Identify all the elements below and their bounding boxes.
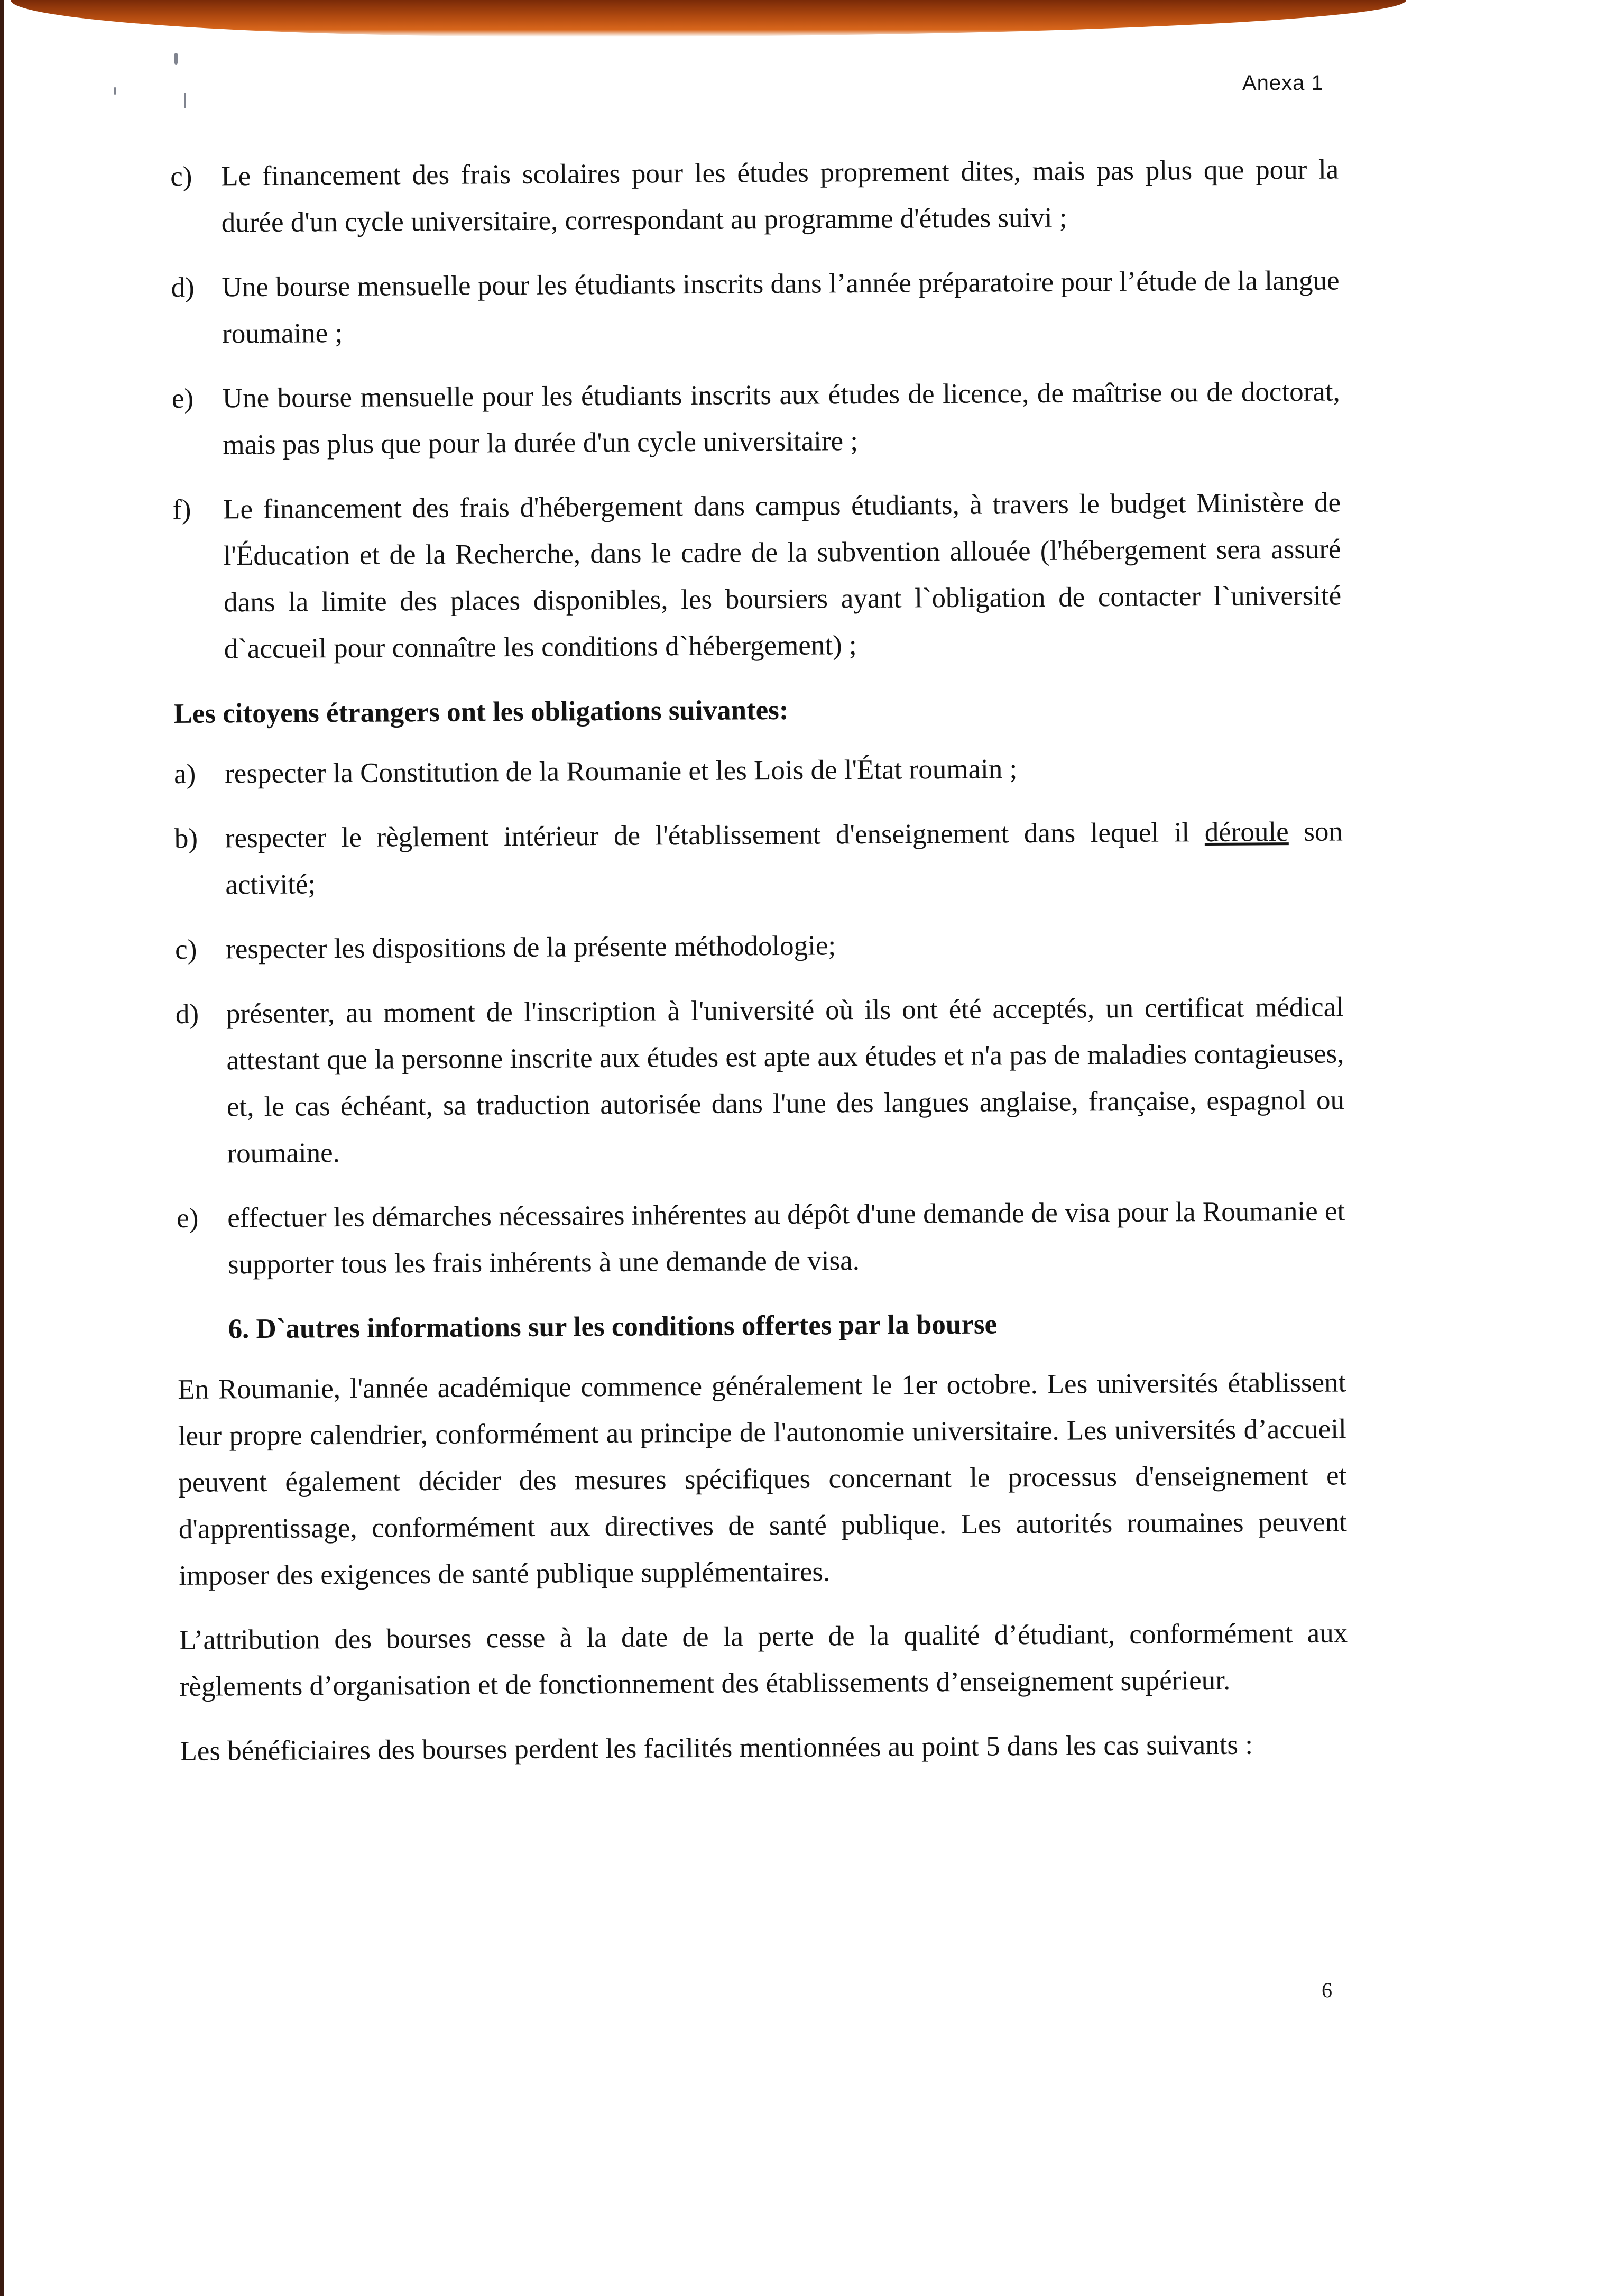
paragraph-scholarship-cessation: L’attribution des bourses cesse à la date de la perte de la qualité d’étudiant, conformément aux règlements d’organisation et de fonctionnement des établissements d’enseignement supérieur. [179, 1618, 1348, 1702]
list-text: Une bourse mensuelle pour les étudiants inscrits dans l’année préparatoire pour l’étude de la langue roumaine ; [222, 265, 1340, 350]
annex-label: Anexa 1 [1242, 71, 1324, 95]
section-6-title: 6. D`autres informations sur les conditions offertes par la bourse [228, 1309, 998, 1345]
stray-ink-mark [114, 87, 116, 95]
list-marker: d) [171, 272, 195, 303]
list-text: respecter la Constitution de la Roumanie et les Lois de l'État roumain ; [224, 754, 1018, 789]
paragraph-academic-year: En Roumanie, l'année académique commence généralement le 1er octobre. Les universités établissent leur propre calendrier, conformément au principe de l'autonomie universitaire. Les universités d’accueil peuvent également décider des mesures spécifiques concernant le processus d'enseignement et d'apprentissage, conformément aux directives de santé publique. Les autorités roumaines peuvent imposer des exigences de santé publique supplémentaires. [178, 1367, 1348, 1591]
list-text-part: son activité; [225, 816, 1343, 901]
page-number: 6 [1322, 1978, 1332, 2002]
stray-ink-mark [174, 53, 178, 65]
list-text-part: respecter le règlement intérieur de l'établissement d'enseignement dans lequel il [225, 817, 1205, 854]
benefit-item-e [172, 368, 1341, 468]
list-text: Une bourse mensuelle pour les étudiants inscrits aux études de licence, de maîtrise ou de doctorat, mais pas plus que pour la durée d'un cycle universitaire ; [222, 376, 1340, 461]
obligation-item-a [174, 743, 1342, 797]
document-body [170, 146, 1349, 1792]
stray-ink-mark [184, 93, 186, 108]
benefit-item-c [170, 146, 1339, 246]
paper-stain-top [11, 0, 1406, 37]
list-marker: c) [175, 934, 197, 965]
list-marker: a) [173, 758, 196, 789]
obligations-heading: Les citoyens étrangers ont les obligations suivantes: [173, 694, 789, 729]
list-marker: b) [174, 823, 198, 854]
obligation-item-b [174, 808, 1343, 908]
list-text [225, 808, 1343, 908]
obligation-item-d [176, 984, 1345, 1177]
list-marker: f) [172, 494, 191, 525]
list-text: Le financement des frais d'hébergement dans campus étudiants, à travers le budget Ministère de l'Éducation et de la Recherche, dans le cadre de la subvention allouée (l'hébergement sera assuré dans la limite des places disponibles, les boursiers ayant l`obligation de contacter l`université d`accueil pour connaître les conditions d`hébergement) ; [223, 487, 1342, 665]
list-text: respecter les dispositions de la présente méthodologie; [226, 930, 836, 965]
list-text: présenter, au moment de l'inscription à l'université où ils ont été acceptés, un certificat médical attestant que la personne inscrite aux études est apte aux études et n'a pas de maladies contagieuses, et, le cas échéant, sa traduction autorisée dans l'une des langues anglaise, française, espagnol ou roumaine. [226, 991, 1345, 1169]
list-text: Le financement des frais scolaires pour les études proprement dites, mais pas plus que pour la durée d'un cycle universitaire, correspondant au programme d'études suivi ; [221, 154, 1339, 238]
underlined-word: déroule [1204, 816, 1289, 848]
list-marker: d) [175, 998, 199, 1030]
paragraph-beneficiaries: Les bénéficiaires des bourses perdent les facilités mentionnées au point 5 dans les cas suivants : [180, 1729, 1253, 1767]
benefit-item-f [172, 479, 1342, 672]
list-marker: e) [177, 1202, 199, 1234]
list-marker: e) [171, 383, 194, 414]
list-text: effectuer les démarches nécessaires inhérentes au dépôt d'une demande de visa pour la Roumanie et supporter tous les frais inhérents à une demande de visa. [227, 1196, 1345, 1280]
obligation-item-c [175, 919, 1343, 972]
benefit-item-d [171, 257, 1340, 357]
scan-edge-left [0, 0, 4, 2296]
list-marker: c) [170, 161, 192, 192]
obligation-item-e [177, 1188, 1345, 1288]
